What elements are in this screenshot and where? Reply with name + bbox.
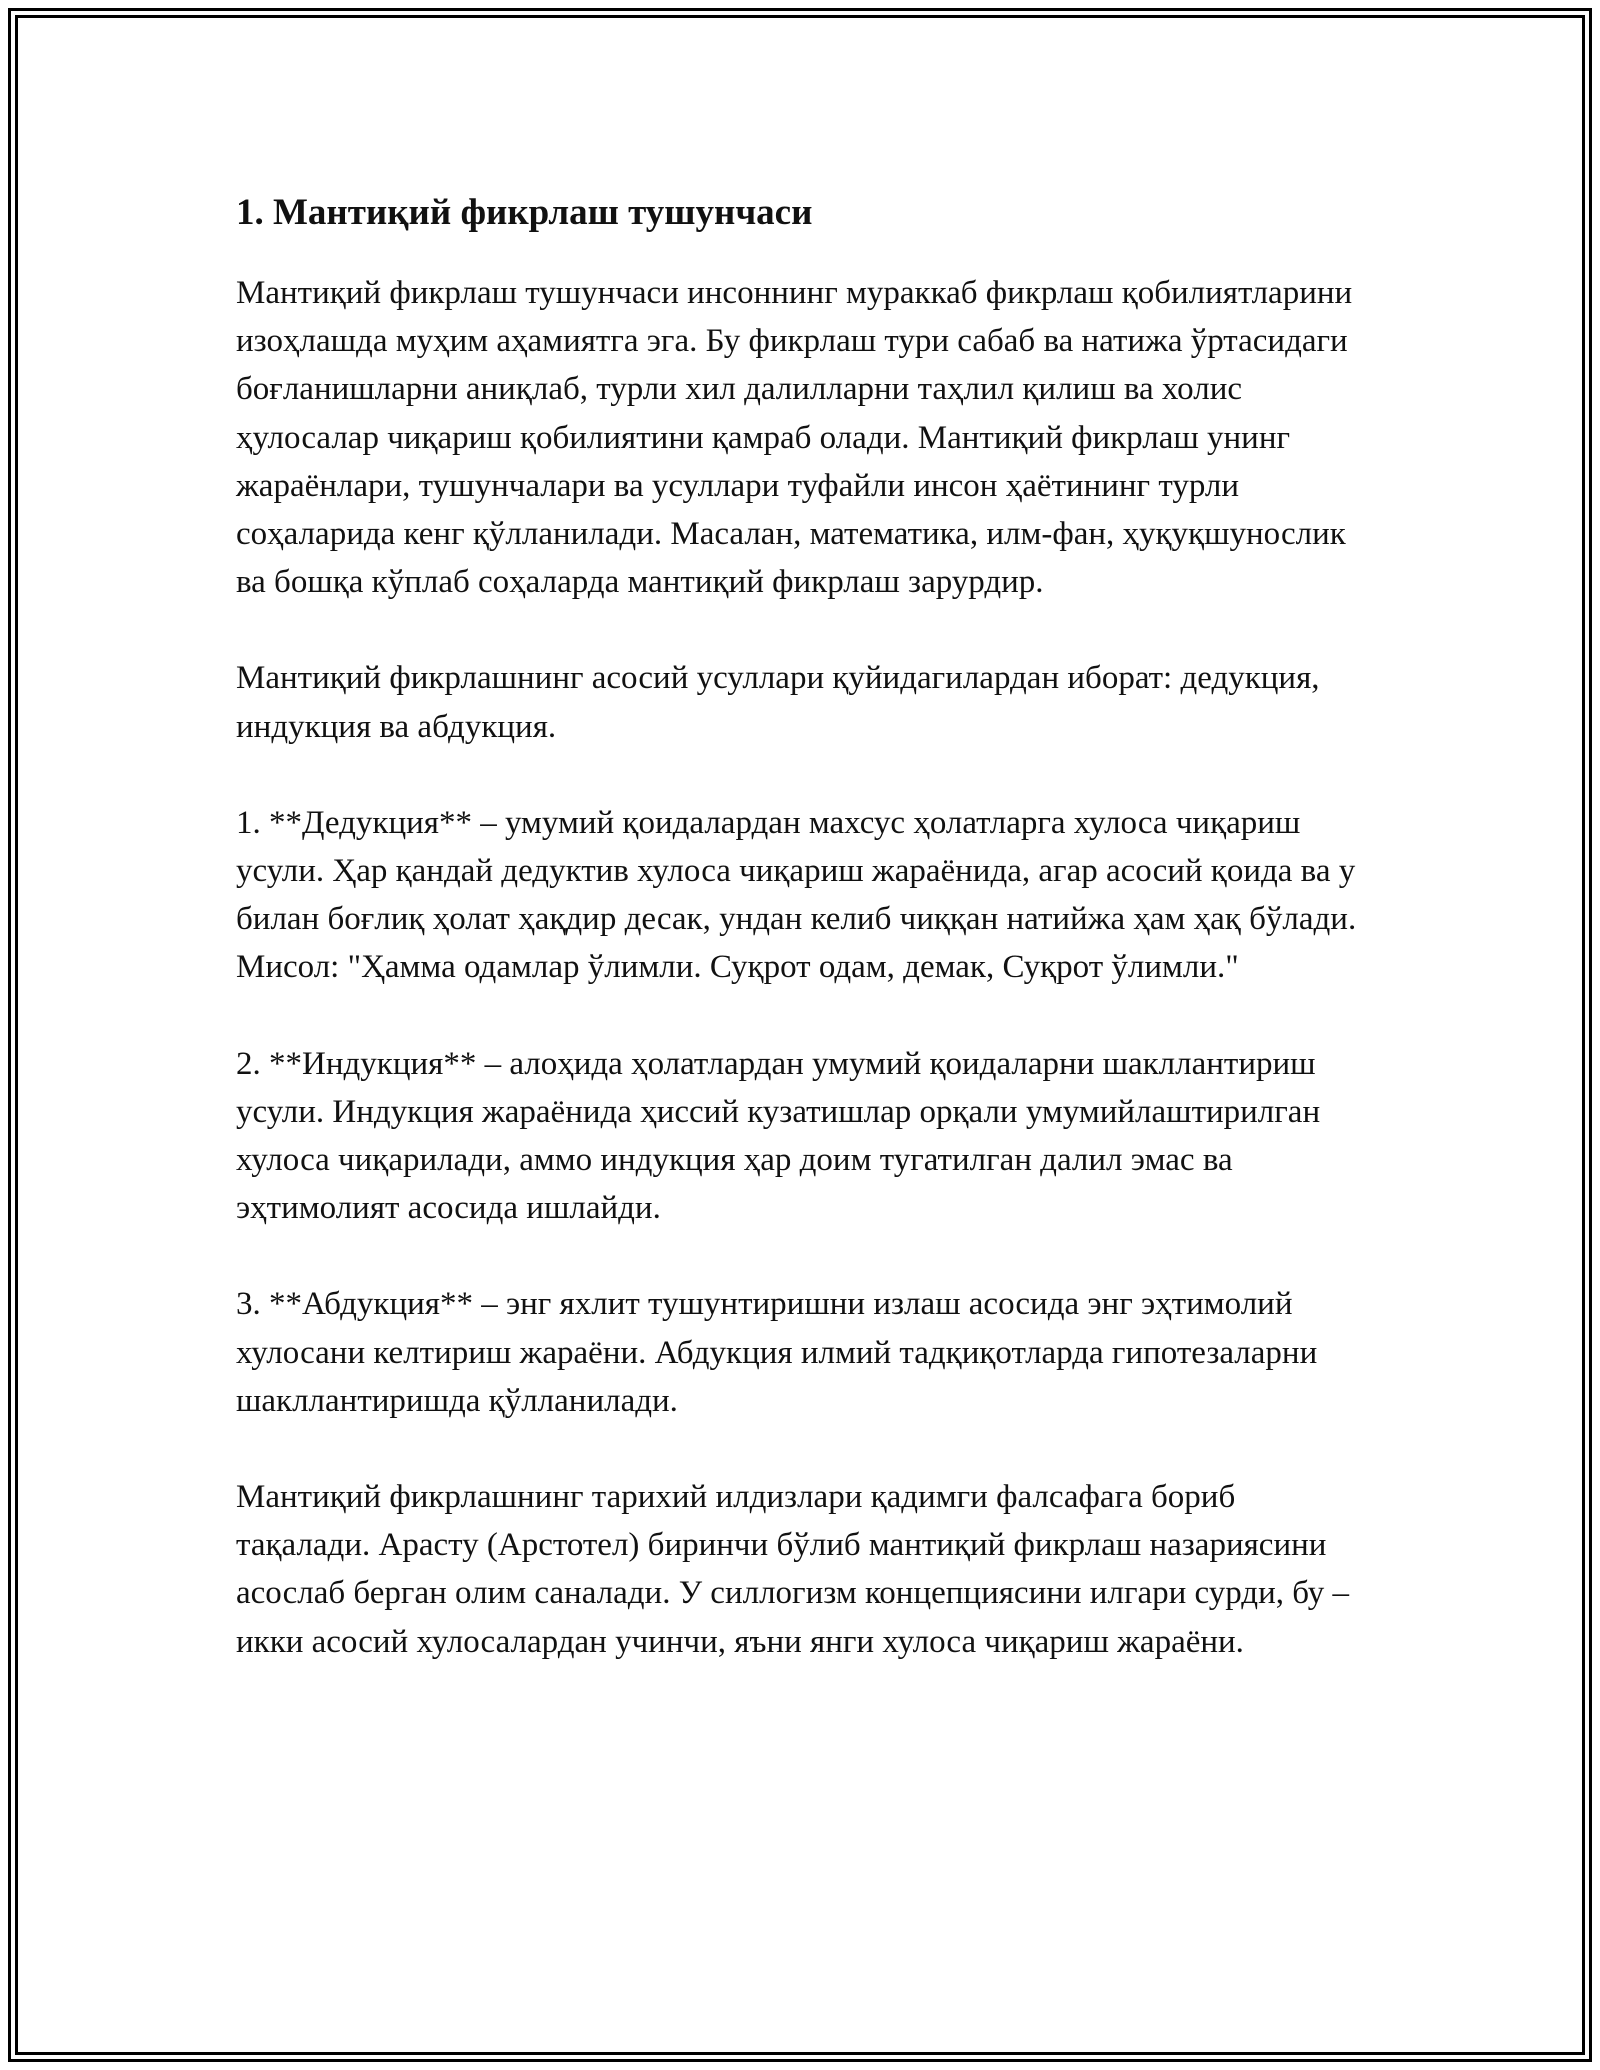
paragraph-abduction: 3. **Абдукция** – энг яхлит тушунтиришни излаш асосида энг эҳтимолий хулосани келтириш жараёни. Абдукция илмий тадқиқотларда гипотезаларни шакллантиришда қўлланилади. — [236, 1286, 1318, 1419]
paragraph-history: Мантиқий фикрлашнинг тарихий илдизлари қадимги фалсафага бориб тақалади. Арасту (Арстотел) биринчи бўлиб мантиқий фикрлаш назариясини асослаб берган олим саналади. У силлогизм концепциясини илгари сурди, бу – икки асосий хулосалардан учинчи, яъни янги хулоса чиқариш жараёни. — [236, 1479, 1350, 1660]
paragraph-deduction: 1. **Дедукция** – умумий қоидалардан махсус ҳолатларга хулоса чиқариш усули. Ҳар қандай дедуктив хулоса чиқариш жараёнида, агар асосий қоида ва у билан боғлиқ ҳолат ҳақдир десак, ундан келиб чиққан натийжа ҳам ҳақ бўлади. Мисол: "Ҳамма одамлар ўлимли. Суқрот одам, демак, Суқрот ўлимли." — [236, 804, 1357, 986]
paragraph-intro: Мантиқий фикрлаш тушунчаси инсоннинг мураккаб фикрлаш қобилиятларини изоҳлашда муҳим аҳамиятга эга. Бу фикрлаш тури сабаб ва натижа ўртасидаги боғланишларни аниқлаб, турли хил далилларни таҳлил қилиш ва холис ҳулосалар чиқариш қобилиятини қамраб олади. Мантиқий фикрлаш унинг жараёнлари, тушунчалари ва усуллари туфайли инсон ҳаётининг турли соҳаларида кенг қўлланилади. Масалан, математика, илм-фан, ҳуқуқшунослик ва бошқа кўплаб соҳаларда мантиқий фикрлаш зарурдир. — [236, 275, 1353, 601]
paragraph-methods: Мантиқий фикрлашнинг асосий усуллари қуйидагилардан иборат: дедукция, индукция ва абдукция. — [236, 660, 1320, 745]
paragraph-induction: 2. **Индукция** – алоҳида ҳолатлардан умумий қоидаларни шакллантириш усули. Индукция жараёнида ҳиссий кузатишлар орқали умумийлаштирилган хулоса чиқарилади, аммо индукция ҳар доим тугатилган далил эмас ва эҳтимолият асосида ишлайди. — [236, 1045, 1321, 1227]
section-heading: 1. Мантиқий фикрлаш тушунчаси — [236, 192, 813, 233]
document-body — [236, 185, 1376, 1714]
